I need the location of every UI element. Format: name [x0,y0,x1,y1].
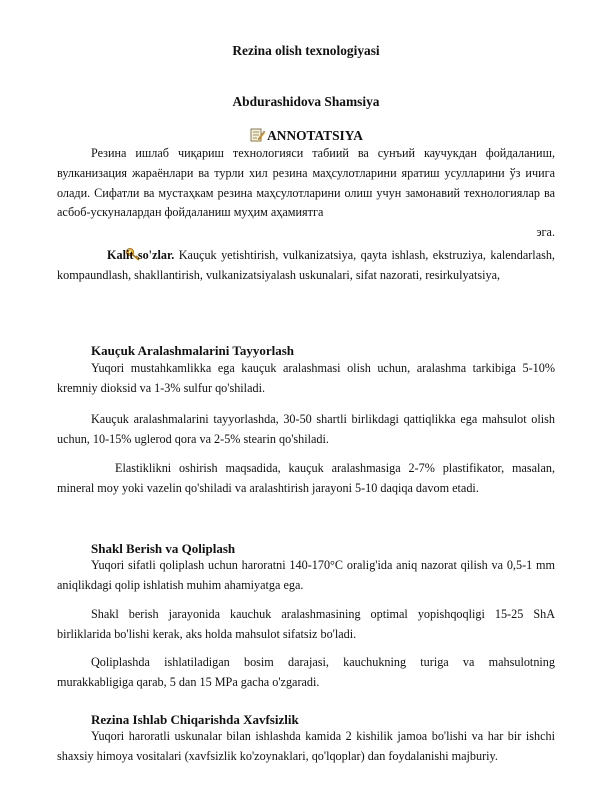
document-title: Rezina olish texnologiyasi [232,43,380,58]
section-heading: Kauçuk Aralashmalarini Tayyorlash [91,343,294,358]
section-paragraph: Qoliplashda ishlatiladigan bosim darajasi, kauchukning turiga va mahsulotning murakkabligiga qarab, 5 dan 15 MPa gacha o'zgaradi. [57,655,555,689]
section-paragraph: Yuqori sifatli qoliplash uchun haroratni 140-170°C oralig'ida aniq nazorat qilish va 0,5-1 mm aniqlikdagi qolip ishlatish muhim ahamiyatga ega. [57,558,555,592]
keywords-text: Kauçuk yetishtirish, vulkanizatsiya, qayta ishlash, ekstruziya, kalendarlash, kompaundlash, shakllantirish, vulkanizatsiyalash uskunalari, sifat nazorati, resirkulyatsiya, [57,248,555,282]
section-paragraph: Kauçuk aralashmalarini tayyorlashda, 30-50 shartli birlikdagi qattiqlikka ega mahsulot olish uchun, 10-15% uglerod qora va 2-5% stearin qo'shiladi. [57,412,555,446]
section-heading: Rezina Ishlab Chiqarishda Xavfsizlik [91,712,299,727]
abstract-heading [0,128,612,144]
section-paragraph: Elastiklikni oshirish maqsadida, kauçuk aralashmasiga 2-7% plastifikator, masalan, mineral moy yoki vazelin qo'shiladi va aralashtirish jarayoni 5-10 daqiqa davom etadi. [57,461,555,495]
abstract-body-text: Резина ишлаб чиқариш технологияси табиий ва сунъий каучукдан фойдаланиш, вулканизация жараёнлари ва турли хил резина маҳсулотларини яратиш усулларини ўз ичига олади. Сифатли ва мустаҳкам резина маҳсулотларини олиш учун замонавий технологиялар ва асбоб-ускуналардан фойдаланиш муҳим аҳамиятга [57,146,555,220]
keywords-label: Kalit so'zlar. [107,248,175,262]
section-paragraph: Shakl berish jarayonida kauchuk aralashmasining optimal yopishqoqligi 15-25 ShA birliklarida bo'lishi kerak, aks holda mahsulot sifatsiz bo'ladi. [57,607,555,641]
abstract-last-word: эга. [536,225,555,240]
key-icon [91,247,107,261]
memo-icon [249,128,265,142]
section-heading: Shakl Berish va Qoliplash [91,541,236,556]
abstract-body [57,144,555,243]
author-name: Abdurashidova Shamsiya [232,94,380,109]
abstract-heading-text: ANNOTATSIYA [267,128,363,143]
section-paragraph: Yuqori mustahkamlikka ega kauçuk aralashmasi olish uchun, aralashma tarkibiga 5-10% kremniy dioksid va 1-3% sulfur qo'shiladi. [57,361,555,395]
section-paragraph: Yuqori haroratli uskunalar bilan ishlashda kamida 2 kishilik jamoa bo'lishi va har bir ishchi shaxsiy himoya vositalari (xavfsizlik ko'zoynaklari, qo'lqoplar) dan foydalanishi majburiy. [57,729,555,763]
keywords-paragraph [57,246,555,285]
